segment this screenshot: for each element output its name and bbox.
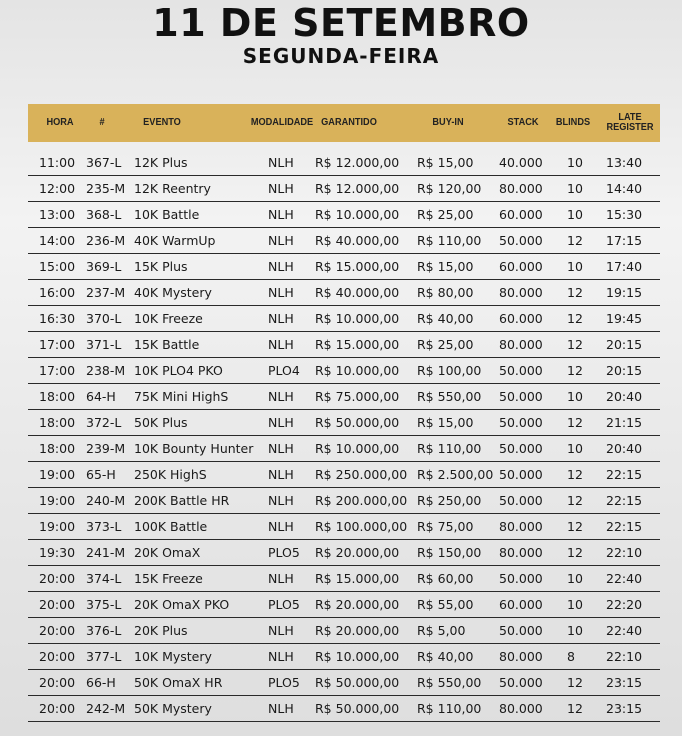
cell-blinds: 12 <box>567 493 583 508</box>
cell-hora: 11:00 <box>39 155 76 170</box>
cell-hora: 20:00 <box>39 675 76 690</box>
cell-garantido: R$ 20.000,00 <box>315 623 400 638</box>
cell-garantido: R$ 15.000,00 <box>315 259 400 274</box>
cell-late-register: 22:15 <box>606 519 643 534</box>
cell-evento: 12K Plus <box>134 155 188 170</box>
table-row <box>28 306 660 332</box>
cell-evento: 40K WarmUp <box>134 233 216 248</box>
cell-buyin: R$ 80,00 <box>417 285 474 300</box>
header-late-register <box>602 104 657 142</box>
cell-garantido: R$ 12.000,00 <box>315 181 400 196</box>
cell-hora: 19:00 <box>39 493 76 508</box>
cell-hora: 19:00 <box>39 467 76 482</box>
cell-modalidade: NLH <box>268 337 294 352</box>
cell-garantido: R$ 10.000,00 <box>315 441 400 456</box>
cell-evento: 12K Reentry <box>134 181 211 196</box>
cell-late-register: 22:40 <box>606 623 643 638</box>
cell-garantido: R$ 10.000,00 <box>315 311 400 326</box>
cell-modalidade: PLO5 <box>268 545 300 560</box>
cell-stack: 60.000 <box>499 207 543 222</box>
cell-num: 240-M <box>86 493 126 508</box>
cell-num: 65-H <box>86 467 116 482</box>
cell-modalidade: NLH <box>268 311 294 326</box>
cell-evento: 40K Mystery <box>134 285 212 300</box>
cell-blinds: 12 <box>567 701 583 716</box>
header-num: # <box>99 117 105 128</box>
table-row <box>28 618 660 644</box>
cell-modalidade: NLH <box>268 701 294 716</box>
cell-modalidade: PLO5 <box>268 597 300 612</box>
cell-garantido: R$ 50.000,00 <box>315 675 400 690</box>
cell-late-register: 14:40 <box>606 181 643 196</box>
cell-garantido: R$ 10.000,00 <box>315 363 400 378</box>
header-evento: EVENTO <box>143 117 181 128</box>
cell-hora: 16:30 <box>39 311 76 326</box>
cell-stack: 50.000 <box>499 675 543 690</box>
cell-stack: 50.000 <box>499 363 543 378</box>
cell-buyin: R$ 550,00 <box>417 389 482 404</box>
cell-evento: 15K Battle <box>134 337 200 352</box>
cell-late-register: 22:40 <box>606 571 643 586</box>
cell-modalidade: NLH <box>268 155 294 170</box>
cell-hora: 13:00 <box>39 207 76 222</box>
cell-hora: 17:00 <box>39 363 76 378</box>
cell-late-register: 20:40 <box>606 441 643 456</box>
cell-buyin: R$ 550,00 <box>417 675 482 690</box>
table-row <box>28 436 660 462</box>
header-stack: STACK <box>507 117 539 128</box>
table-row <box>28 566 660 592</box>
cell-stack: 60.000 <box>499 311 543 326</box>
cell-garantido: R$ 15.000,00 <box>315 571 400 586</box>
cell-num: 367-L <box>86 155 122 170</box>
cell-blinds: 12 <box>567 675 583 690</box>
cell-garantido: R$ 100.000,00 <box>315 519 408 534</box>
cell-num: 374-L <box>86 571 122 586</box>
header-late-line2: REGISTER <box>606 122 654 133</box>
cell-garantido: R$ 250.000,00 <box>315 467 408 482</box>
cell-garantido: R$ 10.000,00 <box>315 649 400 664</box>
schedule-table <box>28 150 660 722</box>
cell-num: 375-L <box>86 597 122 612</box>
cell-num: 239-M <box>86 441 126 456</box>
cell-late-register: 15:30 <box>606 207 643 222</box>
cell-late-register: 22:15 <box>606 467 643 482</box>
cell-late-register: 19:15 <box>606 285 643 300</box>
cell-evento: 10K Freeze <box>134 311 203 326</box>
table-header <box>28 104 660 142</box>
cell-hora: 18:00 <box>39 441 76 456</box>
cell-num: 370-L <box>86 311 122 326</box>
cell-stack: 80.000 <box>499 337 543 352</box>
table-row <box>28 592 660 618</box>
cell-modalidade: NLH <box>268 519 294 534</box>
cell-evento: 20K OmaX PKO <box>134 597 230 612</box>
table-row <box>28 384 660 410</box>
cell-stack: 80.000 <box>499 519 543 534</box>
cell-modalidade: PLO5 <box>268 675 300 690</box>
cell-num: 237-M <box>86 285 126 300</box>
table-row <box>28 462 660 488</box>
cell-buyin: R$ 110,00 <box>417 441 482 456</box>
cell-hora: 12:00 <box>39 181 76 196</box>
cell-evento: 10K Mystery <box>134 649 212 664</box>
cell-garantido: R$ 50.000,00 <box>315 701 400 716</box>
cell-modalidade: NLH <box>268 207 294 222</box>
cell-num: 236-M <box>86 233 126 248</box>
cell-stack: 80.000 <box>499 701 543 716</box>
cell-blinds: 12 <box>567 337 583 352</box>
cell-evento: 10K PLO4 PKO <box>134 363 223 378</box>
cell-buyin: R$ 60,00 <box>417 571 474 586</box>
cell-evento: 200K Battle HR <box>134 493 230 508</box>
cell-buyin: R$ 250,00 <box>417 493 482 508</box>
cell-hora: 20:00 <box>39 623 76 638</box>
cell-blinds: 12 <box>567 545 583 560</box>
cell-garantido: R$ 50.000,00 <box>315 415 400 430</box>
header-blinds: BLINDS <box>555 117 591 128</box>
header-hora: HORA <box>46 117 74 128</box>
table-row <box>28 488 660 514</box>
cell-stack: 50.000 <box>499 389 543 404</box>
cell-num: 235-M <box>86 181 126 196</box>
header-garantido: GARANTIDO <box>321 117 377 128</box>
cell-evento: 10K Bounty Hunter <box>134 441 254 456</box>
table-row <box>28 514 660 540</box>
cell-hora: 19:30 <box>39 545 76 560</box>
cell-buyin: R$ 110,00 <box>417 701 482 716</box>
cell-evento: 100K Battle <box>134 519 208 534</box>
table-row <box>28 358 660 384</box>
cell-num: 368-L <box>86 207 122 222</box>
cell-hora: 20:00 <box>39 701 76 716</box>
cell-buyin: R$ 55,00 <box>417 597 474 612</box>
cell-late-register: 17:15 <box>606 233 643 248</box>
cell-evento: 50K Plus <box>134 415 188 430</box>
cell-garantido: R$ 40.000,00 <box>315 285 400 300</box>
cell-stack: 50.000 <box>499 441 543 456</box>
cell-blinds: 12 <box>567 311 583 326</box>
cell-garantido: R$ 12.000,00 <box>315 155 400 170</box>
table-row <box>28 540 660 566</box>
cell-stack: 50.000 <box>499 233 543 248</box>
cell-num: 371-L <box>86 337 122 352</box>
cell-hora: 15:00 <box>39 259 76 274</box>
cell-hora: 17:00 <box>39 337 76 352</box>
cell-stack: 80.000 <box>499 545 543 560</box>
cell-modalidade: NLH <box>268 493 294 508</box>
cell-hora: 20:00 <box>39 597 76 612</box>
cell-modalidade: PLO4 <box>268 363 300 378</box>
cell-blinds: 10 <box>567 597 583 612</box>
cell-num: 369-L <box>86 259 122 274</box>
cell-garantido: R$ 75.000,00 <box>315 389 400 404</box>
cell-buyin: R$ 150,00 <box>417 545 482 560</box>
table-row <box>28 670 660 696</box>
cell-stack: 40.000 <box>499 155 543 170</box>
cell-late-register: 19:45 <box>606 311 643 326</box>
cell-num: 373-L <box>86 519 122 534</box>
cell-late-register: 22:20 <box>606 597 643 612</box>
cell-evento: 50K Mystery <box>134 701 212 716</box>
cell-num: 241-M <box>86 545 126 560</box>
cell-modalidade: NLH <box>268 571 294 586</box>
cell-evento: 50K OmaX HR <box>134 675 223 690</box>
cell-buyin: R$ 25,00 <box>417 207 474 222</box>
cell-late-register: 20:15 <box>606 363 643 378</box>
cell-garantido: R$ 10.000,00 <box>315 207 400 222</box>
cell-blinds: 10 <box>567 207 583 222</box>
cell-num: 376-L <box>86 623 122 638</box>
cell-blinds: 12 <box>567 467 583 482</box>
cell-modalidade: NLH <box>268 441 294 456</box>
cell-late-register: 23:15 <box>606 701 643 716</box>
cell-modalidade: NLH <box>268 233 294 248</box>
cell-evento: 20K OmaX <box>134 545 201 560</box>
cell-blinds: 10 <box>567 389 583 404</box>
cell-blinds: 10 <box>567 623 583 638</box>
cell-buyin: R$ 120,00 <box>417 181 482 196</box>
cell-stack: 60.000 <box>499 259 543 274</box>
cell-evento: 20K Plus <box>134 623 188 638</box>
table-row <box>28 176 660 202</box>
cell-stack: 80.000 <box>499 649 543 664</box>
table-row <box>28 644 660 670</box>
cell-modalidade: NLH <box>268 259 294 274</box>
cell-num: 242-M <box>86 701 126 716</box>
cell-late-register: 21:15 <box>606 415 643 430</box>
cell-blinds: 10 <box>567 181 583 196</box>
table-row <box>28 254 660 280</box>
cell-hora: 14:00 <box>39 233 76 248</box>
cell-stack: 50.000 <box>499 493 543 508</box>
cell-blinds: 10 <box>567 155 583 170</box>
cell-late-register: 22:15 <box>606 493 643 508</box>
cell-hora: 16:00 <box>39 285 76 300</box>
cell-stack: 50.000 <box>499 415 543 430</box>
cell-buyin: R$ 100,00 <box>417 363 482 378</box>
cell-evento: 15K Plus <box>134 259 188 274</box>
table-row <box>28 280 660 306</box>
cell-buyin: R$ 5,00 <box>417 623 466 638</box>
cell-blinds: 10 <box>567 259 583 274</box>
cell-stack: 80.000 <box>499 285 543 300</box>
cell-garantido: R$ 20.000,00 <box>315 545 400 560</box>
cell-stack: 50.000 <box>499 623 543 638</box>
cell-hora: 18:00 <box>39 415 76 430</box>
cell-late-register: 23:15 <box>606 675 643 690</box>
header-modalidade: MODALIDADE <box>250 117 314 128</box>
page-subtitle: SEGUNDA-FEIRA <box>242 44 440 68</box>
cell-garantido: R$ 200.000,00 <box>315 493 408 508</box>
table-row <box>28 696 660 722</box>
cell-buyin: R$ 15,00 <box>417 155 474 170</box>
cell-modalidade: NLH <box>268 415 294 430</box>
table-row <box>28 332 660 358</box>
cell-blinds: 12 <box>567 233 583 248</box>
cell-garantido: R$ 40.000,00 <box>315 233 400 248</box>
cell-late-register: 17:40 <box>606 259 643 274</box>
cell-buyin: R$ 15,00 <box>417 259 474 274</box>
cell-buyin: R$ 2.500,00 <box>417 467 494 482</box>
cell-num: 238-M <box>86 363 126 378</box>
cell-stack: 60.000 <box>499 597 543 612</box>
cell-num: 372-L <box>86 415 122 430</box>
cell-evento: 10K Battle <box>134 207 200 222</box>
page-title: 11 DE SETEMBRO <box>152 1 530 45</box>
cell-blinds: 12 <box>567 415 583 430</box>
cell-hora: 19:00 <box>39 519 76 534</box>
header-buyin: BUY-IN <box>432 117 464 128</box>
table-row <box>28 150 660 176</box>
cell-hora: 20:00 <box>39 649 76 664</box>
table-row <box>28 202 660 228</box>
cell-hora: 18:00 <box>39 389 76 404</box>
cell-modalidade: NLH <box>268 285 294 300</box>
cell-buyin: R$ 110,00 <box>417 233 482 248</box>
table-row <box>28 228 660 254</box>
cell-stack: 50.000 <box>499 571 543 586</box>
cell-modalidade: NLH <box>268 181 294 196</box>
cell-buyin: R$ 15,00 <box>417 415 474 430</box>
cell-evento: 15K Freeze <box>134 571 203 586</box>
cell-buyin: R$ 25,00 <box>417 337 474 352</box>
cell-buyin: R$ 40,00 <box>417 649 474 664</box>
cell-buyin: R$ 75,00 <box>417 519 474 534</box>
cell-num: 64-H <box>86 389 116 404</box>
cell-modalidade: NLH <box>268 649 294 664</box>
cell-blinds: 12 <box>567 519 583 534</box>
cell-late-register: 22:10 <box>606 649 643 664</box>
cell-modalidade: NLH <box>268 467 294 482</box>
header-late-line1: LATE <box>618 112 642 123</box>
cell-blinds: 12 <box>567 285 583 300</box>
cell-hora: 20:00 <box>39 571 76 586</box>
cell-blinds: 8 <box>567 649 575 664</box>
cell-num: 377-L <box>86 649 122 664</box>
cell-modalidade: NLH <box>268 389 294 404</box>
cell-num: 66-H <box>86 675 116 690</box>
cell-blinds: 10 <box>567 441 583 456</box>
cell-stack: 50.000 <box>499 467 543 482</box>
cell-buyin: R$ 40,00 <box>417 311 474 326</box>
cell-late-register: 13:40 <box>606 155 643 170</box>
cell-evento: 75K Mini HighS <box>134 389 229 404</box>
cell-blinds: 12 <box>567 363 583 378</box>
table-row <box>28 410 660 436</box>
cell-garantido: R$ 20.000,00 <box>315 597 400 612</box>
cell-stack: 80.000 <box>499 181 543 196</box>
cell-late-register: 22:10 <box>606 545 643 560</box>
cell-garantido: R$ 15.000,00 <box>315 337 400 352</box>
cell-modalidade: NLH <box>268 623 294 638</box>
cell-blinds: 10 <box>567 571 583 586</box>
cell-evento: 250K HighS <box>134 467 207 482</box>
cell-late-register: 20:15 <box>606 337 643 352</box>
cell-late-register: 20:40 <box>606 389 643 404</box>
